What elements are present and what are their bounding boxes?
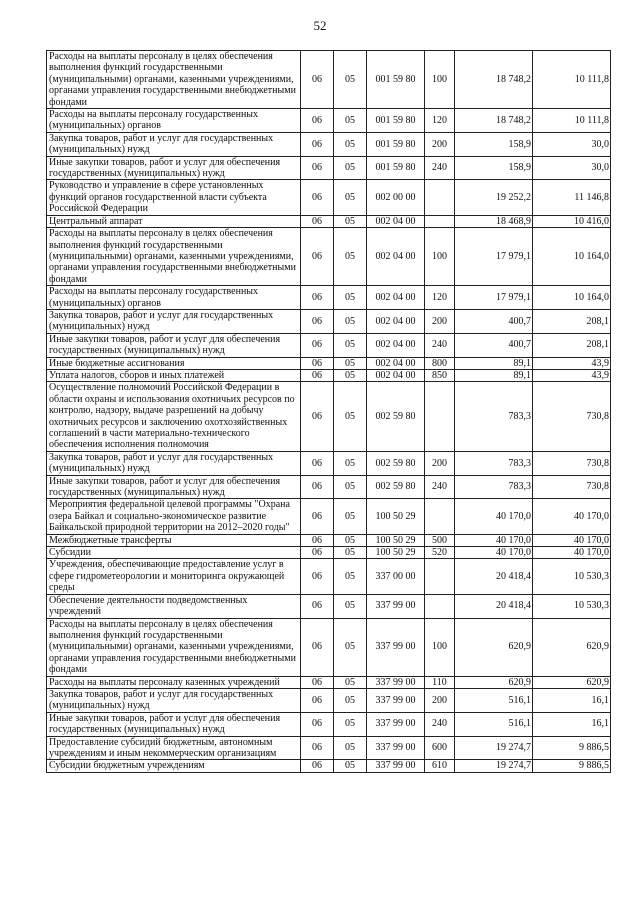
cell-rz: 06 bbox=[301, 499, 334, 534]
cell-csr: 002 00 00 bbox=[367, 180, 425, 215]
cell-csr: 001 59 80 bbox=[367, 156, 425, 180]
page-number: 52 bbox=[313, 18, 327, 33]
cell-csr: 002 04 00 bbox=[367, 357, 425, 369]
table-row bbox=[47, 109, 611, 133]
cell-rz: 06 bbox=[301, 760, 334, 772]
cell-csr: 001 59 80 bbox=[367, 109, 425, 133]
cell-sum1: 516,1 bbox=[455, 688, 533, 712]
cell-sum1: 400,7 bbox=[455, 333, 533, 357]
cell-csr: 337 99 00 bbox=[367, 676, 425, 688]
table-row bbox=[47, 286, 611, 310]
table-row bbox=[47, 760, 611, 772]
cell-csr: 100 50 29 bbox=[367, 499, 425, 534]
cell-sum2: 16,1 bbox=[533, 712, 611, 736]
cell-csr: 002 04 00 bbox=[367, 309, 425, 333]
cell-name: Расходы на выплаты персоналу в целях обеспечения выполнения функций государственными (муниципальными) органами, казенными учреждениями, органами управления государственными внебюджетными фондами bbox=[47, 228, 301, 286]
cell-vr bbox=[425, 382, 455, 451]
cell-sum2: 40 170,0 bbox=[533, 499, 611, 534]
cell-rz: 06 bbox=[301, 369, 334, 381]
cell-pr: 05 bbox=[334, 760, 367, 772]
cell-vr: 240 bbox=[425, 156, 455, 180]
cell-vr bbox=[425, 499, 455, 534]
cell-rz: 06 bbox=[301, 228, 334, 286]
table-row bbox=[47, 215, 611, 227]
cell-vr: 600 bbox=[425, 736, 455, 760]
cell-pr: 05 bbox=[334, 688, 367, 712]
cell-rz: 06 bbox=[301, 309, 334, 333]
cell-name: Закупка товаров, работ и услуг для государственных (муниципальных) нужд bbox=[47, 309, 301, 333]
table-row bbox=[47, 180, 611, 215]
cell-rz: 06 bbox=[301, 180, 334, 215]
table-row bbox=[47, 357, 611, 369]
cell-sum1: 620,9 bbox=[455, 676, 533, 688]
cell-vr bbox=[425, 180, 455, 215]
cell-rz: 06 bbox=[301, 51, 334, 109]
cell-sum1: 89,1 bbox=[455, 369, 533, 381]
cell-sum2: 620,9 bbox=[533, 676, 611, 688]
cell-pr: 05 bbox=[334, 228, 367, 286]
cell-vr bbox=[425, 559, 455, 594]
cell-sum1: 783,3 bbox=[455, 451, 533, 475]
cell-name: Обеспечение деятельности подведомственных учреждений bbox=[47, 594, 301, 618]
cell-name: Расходы на выплаты персоналу казенных учреждений bbox=[47, 676, 301, 688]
cell-pr: 05 bbox=[334, 712, 367, 736]
table-row bbox=[47, 451, 611, 475]
cell-pr: 05 bbox=[334, 109, 367, 133]
cell-name: Субсидии бюджетным учреждениям bbox=[47, 760, 301, 772]
cell-sum2: 730,8 bbox=[533, 451, 611, 475]
cell-csr: 337 99 00 bbox=[367, 736, 425, 760]
cell-pr: 05 bbox=[334, 156, 367, 180]
table-row bbox=[47, 688, 611, 712]
cell-csr: 337 99 00 bbox=[367, 618, 425, 676]
cell-sum2: 43,9 bbox=[533, 357, 611, 369]
cell-vr bbox=[425, 594, 455, 618]
cell-rz: 06 bbox=[301, 357, 334, 369]
cell-vr: 610 bbox=[425, 760, 455, 772]
cell-sum2: 10 111,8 bbox=[533, 51, 611, 109]
cell-pr: 05 bbox=[334, 594, 367, 618]
cell-sum1: 400,7 bbox=[455, 309, 533, 333]
cell-sum1: 19 274,7 bbox=[455, 760, 533, 772]
cell-vr: 120 bbox=[425, 109, 455, 133]
cell-pr: 05 bbox=[334, 357, 367, 369]
cell-csr: 002 04 00 bbox=[367, 333, 425, 357]
cell-name: Центральный аппарат bbox=[47, 215, 301, 227]
cell-sum2: 10 530,3 bbox=[533, 594, 611, 618]
cell-rz: 06 bbox=[301, 333, 334, 357]
cell-pr: 05 bbox=[334, 736, 367, 760]
cell-vr: 100 bbox=[425, 618, 455, 676]
cell-pr: 05 bbox=[334, 499, 367, 534]
table-row bbox=[47, 618, 611, 676]
cell-sum1: 17 979,1 bbox=[455, 286, 533, 310]
cell-sum1: 18 748,2 bbox=[455, 51, 533, 109]
cell-sum1: 516,1 bbox=[455, 712, 533, 736]
cell-sum2: 620,9 bbox=[533, 618, 611, 676]
cell-sum1: 20 418,4 bbox=[455, 594, 533, 618]
cell-csr: 337 99 00 bbox=[367, 688, 425, 712]
cell-vr: 800 bbox=[425, 357, 455, 369]
table-row bbox=[47, 369, 611, 381]
cell-name: Закупка товаров, работ и услуг для государственных (муниципальных) нужд bbox=[47, 451, 301, 475]
cell-csr: 002 04 00 bbox=[367, 369, 425, 381]
cell-name: Расходы на выплаты персоналу государственных (муниципальных) органов bbox=[47, 286, 301, 310]
cell-sum1: 19 274,7 bbox=[455, 736, 533, 760]
cell-csr: 002 59 80 bbox=[367, 475, 425, 499]
cell-vr: 100 bbox=[425, 51, 455, 109]
cell-name: Руководство и управление в сфере установленных функций органов государственной власти субъекта Российской Федерации bbox=[47, 180, 301, 215]
cell-rz: 06 bbox=[301, 688, 334, 712]
cell-sum2: 40 170,0 bbox=[533, 534, 611, 546]
cell-name: Субсидии bbox=[47, 547, 301, 559]
table-row bbox=[47, 736, 611, 760]
cell-csr: 002 59 80 bbox=[367, 382, 425, 451]
cell-rz: 06 bbox=[301, 676, 334, 688]
cell-rz: 06 bbox=[301, 534, 334, 546]
cell-vr: 500 bbox=[425, 534, 455, 546]
cell-vr: 200 bbox=[425, 451, 455, 475]
cell-name: Уплата налогов, сборов и иных платежей bbox=[47, 369, 301, 381]
cell-sum2: 9 886,5 bbox=[533, 736, 611, 760]
table-row bbox=[47, 333, 611, 357]
cell-rz: 06 bbox=[301, 547, 334, 559]
cell-name: Межбюджетные трансферты bbox=[47, 534, 301, 546]
cell-name: Иные закупки товаров, работ и услуг для обеспечения государственных (муниципальных) нужд bbox=[47, 712, 301, 736]
cell-sum2: 208,1 bbox=[533, 333, 611, 357]
cell-name: Расходы на выплаты персоналу в целях обеспечения выполнения функций государственными (муниципальными) органами, казенными учреждениями, органами управления государственными внебюджетными фондами bbox=[47, 51, 301, 109]
cell-csr: 337 99 00 bbox=[367, 760, 425, 772]
cell-sum2: 10 164,0 bbox=[533, 228, 611, 286]
cell-name: Мероприятия федеральной целевой программы "Охрана озера Байкал и социально-экономическое развитие Байкальской природной территории на 2012–2020 годы" bbox=[47, 499, 301, 534]
cell-csr: 337 99 00 bbox=[367, 594, 425, 618]
table-row bbox=[47, 534, 611, 546]
cell-csr: 337 99 00 bbox=[367, 712, 425, 736]
cell-rz: 06 bbox=[301, 215, 334, 227]
cell-vr: 110 bbox=[425, 676, 455, 688]
cell-rz: 06 bbox=[301, 618, 334, 676]
cell-sum2: 40 170,0 bbox=[533, 547, 611, 559]
cell-sum1: 158,9 bbox=[455, 132, 533, 156]
table-row bbox=[47, 559, 611, 594]
cell-rz: 06 bbox=[301, 286, 334, 310]
cell-csr: 337 00 00 bbox=[367, 559, 425, 594]
cell-sum2: 730,8 bbox=[533, 475, 611, 499]
cell-vr bbox=[425, 215, 455, 227]
cell-sum1: 158,9 bbox=[455, 156, 533, 180]
cell-pr: 05 bbox=[334, 309, 367, 333]
table-row bbox=[47, 547, 611, 559]
cell-pr: 05 bbox=[334, 215, 367, 227]
cell-csr: 002 04 00 bbox=[367, 228, 425, 286]
table-row bbox=[47, 676, 611, 688]
cell-vr: 200 bbox=[425, 132, 455, 156]
cell-sum1: 18 748,2 bbox=[455, 109, 533, 133]
cell-name: Закупка товаров, работ и услуг для государственных (муниципальных) нужд bbox=[47, 132, 301, 156]
cell-sum1: 18 468,9 bbox=[455, 215, 533, 227]
cell-pr: 05 bbox=[334, 559, 367, 594]
cell-rz: 06 bbox=[301, 132, 334, 156]
cell-sum2: 9 886,5 bbox=[533, 760, 611, 772]
cell-sum2: 30,0 bbox=[533, 156, 611, 180]
cell-name: Иные бюджетные ассигнования bbox=[47, 357, 301, 369]
cell-pr: 05 bbox=[334, 534, 367, 546]
cell-pr: 05 bbox=[334, 382, 367, 451]
cell-csr: 100 50 29 bbox=[367, 534, 425, 546]
cell-sum2: 10 416,0 bbox=[533, 215, 611, 227]
cell-vr: 120 bbox=[425, 286, 455, 310]
cell-rz: 06 bbox=[301, 594, 334, 618]
cell-rz: 06 bbox=[301, 712, 334, 736]
cell-rz: 06 bbox=[301, 156, 334, 180]
table-row bbox=[47, 228, 611, 286]
table-row bbox=[47, 594, 611, 618]
table-row bbox=[47, 712, 611, 736]
cell-vr: 200 bbox=[425, 309, 455, 333]
cell-sum1: 40 170,0 bbox=[455, 534, 533, 546]
cell-vr: 240 bbox=[425, 712, 455, 736]
cell-sum1: 19 252,2 bbox=[455, 180, 533, 215]
cell-rz: 06 bbox=[301, 109, 334, 133]
cell-name: Иные закупки товаров, работ и услуг для обеспечения государственных (муниципальных) нужд bbox=[47, 156, 301, 180]
cell-pr: 05 bbox=[334, 547, 367, 559]
cell-sum1: 17 979,1 bbox=[455, 228, 533, 286]
cell-sum2: 10 530,3 bbox=[533, 559, 611, 594]
cell-pr: 05 bbox=[334, 618, 367, 676]
cell-csr: 001 59 80 bbox=[367, 132, 425, 156]
cell-sum2: 10 164,0 bbox=[533, 286, 611, 310]
cell-csr: 100 50 29 bbox=[367, 547, 425, 559]
cell-sum2: 11 146,8 bbox=[533, 180, 611, 215]
cell-name: Учреждения, обеспечивающие предоставление услуг в сфере гидрометеорологии и мониторинга окружающей среды bbox=[47, 559, 301, 594]
cell-sum1: 783,3 bbox=[455, 475, 533, 499]
cell-vr: 200 bbox=[425, 688, 455, 712]
cell-name: Иные закупки товаров, работ и услуг для обеспечения государственных (муниципальных) нужд bbox=[47, 475, 301, 499]
cell-pr: 05 bbox=[334, 132, 367, 156]
cell-sum2: 730,8 bbox=[533, 382, 611, 451]
cell-rz: 06 bbox=[301, 736, 334, 760]
budget-table bbox=[46, 50, 611, 773]
table-row bbox=[47, 309, 611, 333]
cell-vr: 100 bbox=[425, 228, 455, 286]
cell-vr: 240 bbox=[425, 333, 455, 357]
cell-csr: 002 04 00 bbox=[367, 215, 425, 227]
table-row bbox=[47, 499, 611, 534]
table-row bbox=[47, 475, 611, 499]
cell-sum1: 40 170,0 bbox=[455, 547, 533, 559]
cell-pr: 05 bbox=[334, 369, 367, 381]
cell-sum1: 783,3 bbox=[455, 382, 533, 451]
cell-name: Расходы на выплаты персоналу в целях обеспечения выполнения функций государственными (муниципальными) органами, казенными учреждениями, органами управления государственными внебюджетными фондами bbox=[47, 618, 301, 676]
cell-vr: 240 bbox=[425, 475, 455, 499]
cell-pr: 05 bbox=[334, 451, 367, 475]
cell-sum2: 208,1 bbox=[533, 309, 611, 333]
cell-name: Иные закупки товаров, работ и услуг для обеспечения государственных (муниципальных) нужд bbox=[47, 333, 301, 357]
table-row bbox=[47, 132, 611, 156]
cell-pr: 05 bbox=[334, 333, 367, 357]
cell-csr: 001 59 80 bbox=[367, 51, 425, 109]
cell-sum2: 30,0 bbox=[533, 132, 611, 156]
cell-name: Осуществление полномочий Российской Федерации в области охраны и использования охотничьих ресурсов по контролю, надзору, выдаче разрешений на добычу охотничьих ресурсов и заключению охотхозяйственных соглашений в части материально-технического обеспечения исполнения полномочия bbox=[47, 382, 301, 451]
cell-sum1: 20 418,4 bbox=[455, 559, 533, 594]
cell-vr: 520 bbox=[425, 547, 455, 559]
cell-pr: 05 bbox=[334, 676, 367, 688]
cell-rz: 06 bbox=[301, 559, 334, 594]
cell-rz: 06 bbox=[301, 451, 334, 475]
cell-sum2: 10 111,8 bbox=[533, 109, 611, 133]
cell-csr: 002 04 00 bbox=[367, 286, 425, 310]
cell-pr: 05 bbox=[334, 51, 367, 109]
cell-name: Предоставление субсидий бюджетным, автономным учреждениям и иным некоммерческим организациям bbox=[47, 736, 301, 760]
cell-sum1: 620,9 bbox=[455, 618, 533, 676]
cell-rz: 06 bbox=[301, 475, 334, 499]
cell-name: Закупка товаров, работ и услуг для государственных (муниципальных) нужд bbox=[47, 688, 301, 712]
table-row bbox=[47, 51, 611, 109]
cell-csr: 002 59 80 bbox=[367, 451, 425, 475]
cell-sum1: 40 170,0 bbox=[455, 499, 533, 534]
cell-sum1: 89,1 bbox=[455, 357, 533, 369]
cell-pr: 05 bbox=[334, 286, 367, 310]
cell-sum2: 16,1 bbox=[533, 688, 611, 712]
cell-pr: 05 bbox=[334, 180, 367, 215]
cell-pr: 05 bbox=[334, 475, 367, 499]
cell-name: Расходы на выплаты персоналу государственных (муниципальных) органов bbox=[47, 109, 301, 133]
cell-rz: 06 bbox=[301, 382, 334, 451]
table-row bbox=[47, 382, 611, 451]
cell-vr: 850 bbox=[425, 369, 455, 381]
table-row bbox=[47, 156, 611, 180]
cell-sum2: 43,9 bbox=[533, 369, 611, 381]
